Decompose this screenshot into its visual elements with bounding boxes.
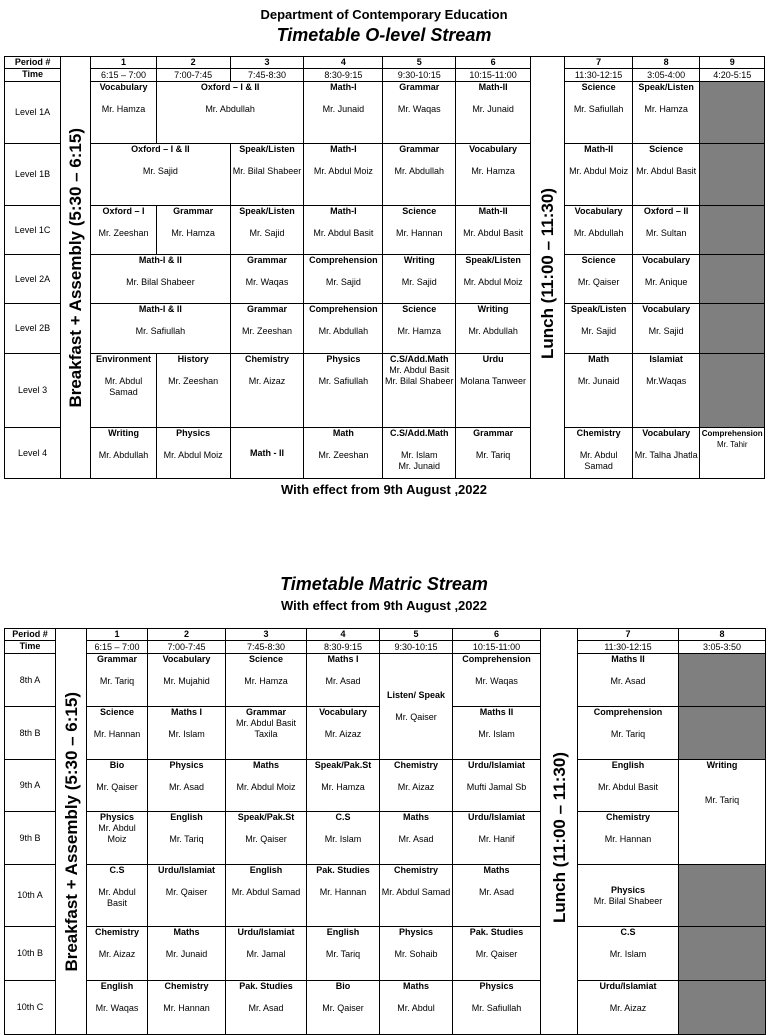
time-slot: 10:15-11:00: [456, 69, 531, 82]
class-cell: English Mr. Waqas: [87, 981, 148, 1035]
class-cell: C.S/Add.Math Mr. Abdul Basit Mr. Bilal Shabeer: [383, 354, 456, 428]
class-cell: Vocabulary Mr. Aizaz: [307, 707, 380, 760]
empty-slot: [679, 981, 766, 1035]
class-cell: Speak/Pak.St Mr. Hamza: [307, 760, 380, 812]
period-number: 1: [87, 629, 148, 641]
class-cell: Vocabulary Mr. Hamza: [91, 82, 156, 144]
class-cell: Pak. Studies Mr. Asad: [226, 981, 307, 1035]
time-slot: 10:15-11:00: [453, 641, 541, 654]
class-cell: Vocabulary Mr. Mujahid: [148, 654, 226, 707]
class-cell: Grammar Mr. Zeeshan: [230, 304, 304, 354]
class-cell: English Mr. Tariq: [307, 927, 380, 981]
period-number: 7: [578, 629, 679, 641]
olevel-title: Timetable O-level Stream: [276, 25, 492, 45]
lunch-label: Lunch (11:00 – 11:30): [538, 187, 558, 359]
class-cell: Physics Mr. Abdul Moiz: [156, 428, 230, 479]
class-cell: Listen/ Speak Mr. Qaiser: [380, 654, 453, 760]
class-cell: Chemistry Mr. Abdul Samad: [380, 865, 453, 927]
breakfast-column: [56, 629, 87, 1035]
period-number: 3: [230, 57, 304, 69]
empty-slot: [700, 144, 765, 206]
class-cell: Science Mr. Hamza: [226, 654, 307, 707]
empty-slot: [679, 865, 766, 927]
class-cell: Grammar Mr. Hamza: [156, 206, 230, 255]
class-cell: Science Mr. Hannan: [87, 707, 148, 760]
class-cell: Vocabulary Mr. Sajid: [632, 304, 700, 354]
period-number: 4: [307, 629, 380, 641]
class-cell: Math-II Mr. Abdul Basit: [456, 206, 531, 255]
class-cell: Urdu/Islamiat Mufti Jamal Sb: [453, 760, 541, 812]
class-cell: Chemistry Mr. Hannan: [578, 812, 679, 865]
class-cell: C.S Mr. Islam: [307, 812, 380, 865]
period-number: 5: [380, 629, 453, 641]
empty-slot: [700, 255, 765, 304]
class-cell: Math-I Mr. Junaid: [304, 82, 383, 144]
class-cell: Comprehension Mr. Tariq: [578, 707, 679, 760]
class-cell: History Mr. Zeeshan: [156, 354, 230, 428]
period-number: 3: [226, 629, 307, 641]
time-slot: 11:30-12:15: [578, 641, 679, 654]
time-slot: 9:30-10:15: [380, 641, 453, 654]
class-cell: Math-II Mr. Junaid: [456, 82, 531, 144]
class-cell: Urdu Molana Tanweer: [456, 354, 531, 428]
time-slot: 11:30-12:15: [565, 69, 633, 82]
class-cell: Vocabulary Mr. Hamza: [456, 144, 531, 206]
class-cell: Oxford – I & II Mr. Abdullah: [156, 82, 304, 144]
row-label: Level 2B: [5, 304, 61, 354]
period-number: 6: [456, 57, 531, 69]
class-cell: C.S/Add.Math Mr. Islam Mr. Junaid: [383, 428, 456, 479]
class-cell: Bio Mr. Qaiser: [307, 981, 380, 1035]
class-cell: Vocabulary Mr. Talha Jhatla: [632, 428, 700, 479]
class-cell: Science Mr. Safiullah: [565, 82, 633, 144]
breakfast-label: Breakfast + Assembly (5:30 – 6:15): [61, 691, 81, 972]
class-cell: Math Mr. Junaid: [565, 354, 633, 428]
class-cell: Pak. Studies Mr. Qaiser: [453, 927, 541, 981]
class-cell: Grammar Mr. Tariq: [456, 428, 531, 479]
class-cell: Grammar Mr. Abdullah: [383, 144, 456, 206]
class-cell: Urdu/Islamiat Mr. Jamal: [226, 927, 307, 981]
row-label: 10th B: [5, 927, 56, 981]
department-title: Department of Contemporary Education: [260, 7, 508, 22]
empty-slot: [700, 206, 765, 255]
time-slot: 4:20-5:15: [700, 69, 765, 82]
period-header: Period #: [5, 629, 56, 641]
class-cell: Writing Mr. Abdullah: [91, 428, 156, 479]
class-cell: Maths II Mr. Islam: [453, 707, 541, 760]
class-cell: Math-I Mr. Abdul Basit: [304, 206, 383, 255]
class-cell: Physics Mr. Safiullah: [304, 354, 383, 428]
olevel-effective-date: With effect from 9th August ,2022: [281, 482, 487, 497]
class-cell: Math-I Mr. Abdul Moiz: [304, 144, 383, 206]
lunch-gap: [541, 629, 578, 641]
class-cell: Maths Mr. Asad: [380, 812, 453, 865]
class-cell: Grammar Mr. Waqas: [230, 255, 304, 304]
class-cell: Speak/Listen Mr. Sajid: [565, 304, 633, 354]
class-cell: Chemistry Mr. Abdul Samad: [565, 428, 633, 479]
class-cell: Science Mr. Hamza: [383, 304, 456, 354]
empty-slot: [700, 82, 765, 144]
empty-slot: [700, 354, 765, 428]
period-number: 1: [91, 57, 156, 69]
class-cell: Islamiat Mr.Waqas: [632, 354, 700, 428]
class-cell: Maths I Mr. Islam: [148, 707, 226, 760]
class-cell: Environment Mr. Abdul Samad: [91, 354, 156, 428]
class-cell: C.S Mr. Abdul Basit: [87, 865, 148, 927]
class-cell: Oxford – I & II Mr. Sajid: [91, 144, 230, 206]
row-label: 9th B: [5, 812, 56, 865]
matric-title: Timetable Matric Stream: [280, 574, 488, 594]
period-header: Period #: [5, 57, 61, 69]
class-cell: English Mr. Abdul Samad: [226, 865, 307, 927]
row-label: Level 3: [5, 354, 61, 428]
class-cell: Physics Mr. Safiullah: [453, 981, 541, 1035]
class-cell: Writing Mr. Tariq: [679, 760, 766, 865]
row-label: Level 1B: [5, 144, 61, 206]
class-cell: Maths Mr. Junaid: [148, 927, 226, 981]
class-cell: Vocabulary Mr. Abdullah: [565, 206, 633, 255]
class-cell: Comprehension Mr. Abdullah: [304, 304, 383, 354]
row-label: 9th A: [5, 760, 56, 812]
time-slot: 7:45-8:30: [230, 69, 304, 82]
lunch-label: Lunch (11:00 – 11:30): [549, 751, 569, 923]
class-cell: Math-I & II Mr. Safiullah: [91, 304, 230, 354]
class-cell: Math-II Mr. Abdul Moiz: [565, 144, 633, 206]
class-cell: Speak/Pak.St Mr. Qaiser: [226, 812, 307, 865]
period-number: 2: [156, 57, 230, 69]
class-cell: Speak/Listen Mr. Abdul Moiz: [456, 255, 531, 304]
class-cell: Bio Mr. Qaiser: [87, 760, 148, 812]
breakfast-column: [61, 57, 91, 479]
time-slot: 6:15 – 7:00: [87, 641, 148, 654]
row-label: 8th A: [5, 654, 56, 707]
class-cell: Maths Mr. Abdul Moiz: [226, 760, 307, 812]
time-slot: 6:15 – 7:00: [91, 69, 156, 82]
olevel-timetable: [4, 56, 765, 479]
class-cell: Math-I & II Mr. Bilal Shabeer: [91, 255, 230, 304]
time-slot: 8:30-9:15: [307, 641, 380, 654]
class-cell: Chemistry Mr. Aizaz: [87, 927, 148, 981]
class-cell: Speak/Listen Mr. Bilal Shabeer: [230, 144, 304, 206]
row-label: 10th C: [5, 981, 56, 1035]
period-number: 5: [383, 57, 456, 69]
lunch-column: [531, 69, 565, 479]
class-cell: Physics Mr. Sohaib: [380, 927, 453, 981]
class-cell: Grammar Mr. Tariq: [87, 654, 148, 707]
class-cell: Oxford – I Mr. Zeeshan: [91, 206, 156, 255]
time-header: Time: [5, 69, 61, 82]
time-slot: 8:30-9:15: [304, 69, 383, 82]
row-label: Level 2A: [5, 255, 61, 304]
time-slot: 3:05-4:00: [632, 69, 700, 82]
class-cell: Speak/Listen Mr. Sajid: [230, 206, 304, 255]
row-label: Level 1A: [5, 82, 61, 144]
class-cell: Comprehension Mr. Waqas: [453, 654, 541, 707]
lunch-column: [541, 641, 578, 1035]
class-cell: Maths I Mr. Asad: [307, 654, 380, 707]
class-cell: C.S Mr. Islam: [578, 927, 679, 981]
period-number: 6: [453, 629, 541, 641]
empty-slot: [679, 927, 766, 981]
class-cell: Vocabulary Mr. Anique: [632, 255, 700, 304]
class-cell: Science Mr. Abdul Basit: [632, 144, 700, 206]
class-cell: Grammar Mr. Abdul Basit Taxila: [226, 707, 307, 760]
class-cell: Physics Mr. Asad: [148, 760, 226, 812]
row-label: 10th A: [5, 865, 56, 927]
empty-slot: [679, 707, 766, 760]
matric-effective-date: With effect from 9th August ,2022: [281, 598, 487, 613]
class-cell: Physics Mr. Abdul Moiz: [87, 812, 148, 865]
class-cell: Urdu/Islamiat Mr. Aizaz: [578, 981, 679, 1035]
class-cell: Comprehension Mr. Sajid: [304, 255, 383, 304]
class-cell: Science Mr. Hannan: [383, 206, 456, 255]
class-cell: Maths Mr. Asad: [453, 865, 541, 927]
class-cell: Writing Mr. Abdullah: [456, 304, 531, 354]
class-cell: Urdu/Islamiat Mr. Hanif: [453, 812, 541, 865]
row-label: 8th B: [5, 707, 56, 760]
class-cell: Comprehension Mr. Tahir: [700, 428, 765, 479]
class-cell: Maths II Mr. Asad: [578, 654, 679, 707]
class-cell: Chemistry Mr. Aizaz: [380, 760, 453, 812]
time-slot: 7:00-7:45: [156, 69, 230, 82]
class-cell: Physics Mr. Bilal Shabeer: [578, 865, 679, 927]
period-number: 7: [565, 57, 633, 69]
class-cell: Chemistry Mr. Aizaz: [230, 354, 304, 428]
lunch-gap: [531, 57, 565, 69]
empty-slot: [700, 304, 765, 354]
class-cell: Writing Mr. Sajid: [383, 255, 456, 304]
class-cell: Speak/Listen Mr. Hamza: [632, 82, 700, 144]
class-cell: Chemistry Mr. Hannan: [148, 981, 226, 1035]
period-number: 8: [679, 629, 766, 641]
period-number: 8: [632, 57, 700, 69]
class-cell: Urdu/Islamiat Mr. Qaiser: [148, 865, 226, 927]
class-cell: Pak. Studies Mr. Hannan: [307, 865, 380, 927]
class-cell: Oxford – II Mr. Sultan: [632, 206, 700, 255]
matric-timetable: [4, 628, 766, 1035]
row-label: Level 4: [5, 428, 61, 479]
time-slot: 3:05-3:50: [679, 641, 766, 654]
class-cell: Science Mr. Qaiser: [565, 255, 633, 304]
period-number: 9: [700, 57, 765, 69]
time-header: Time: [5, 641, 56, 654]
period-number: 2: [148, 629, 226, 641]
class-cell: Math - II: [230, 428, 304, 479]
empty-slot: [679, 654, 766, 707]
time-slot: 7:00-7:45: [148, 641, 226, 654]
class-cell: Math Mr. Zeeshan: [304, 428, 383, 479]
class-cell: English Mr. Abdul Basit: [578, 760, 679, 812]
time-slot: 7:45-8:30: [226, 641, 307, 654]
class-cell: Maths Mr. Abdul: [380, 981, 453, 1035]
period-number: 4: [304, 57, 383, 69]
breakfast-label: Breakfast + Assembly (5:30 – 6:15): [66, 127, 86, 408]
row-label: Level 1C: [5, 206, 61, 255]
class-cell: Grammar Mr. Waqas: [383, 82, 456, 144]
class-cell: English Mr. Tariq: [148, 812, 226, 865]
time-slot: 9:30-10:15: [383, 69, 456, 82]
